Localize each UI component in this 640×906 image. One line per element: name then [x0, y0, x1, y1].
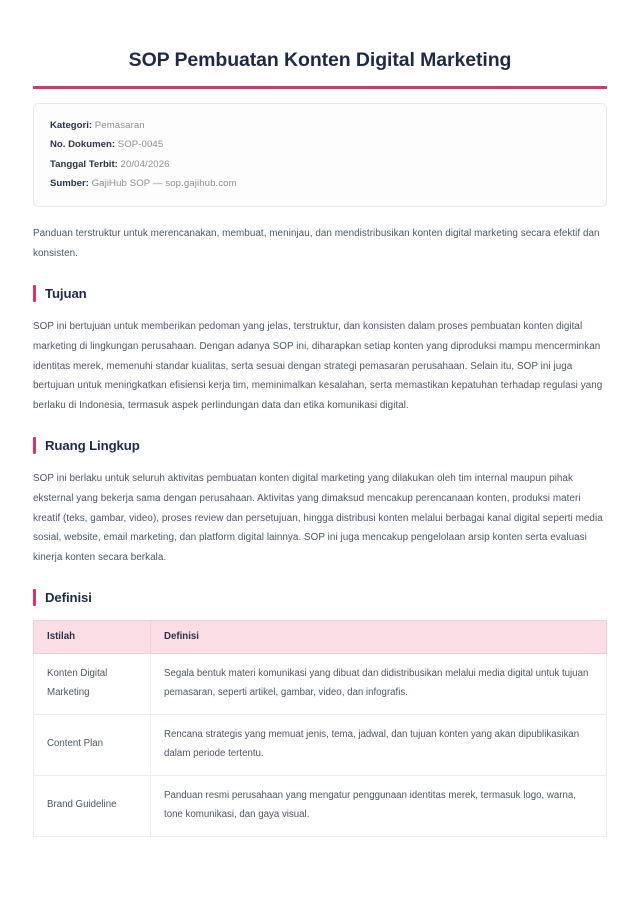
column-header-istilah: Istilah: [34, 621, 151, 654]
meta-row-tanggal-terbit: [50, 155, 590, 174]
meta-value-sumber: GajiHub SOP — sop.gajihub.com: [91, 177, 237, 189]
definisi-table: [33, 620, 607, 836]
cell-istilah: Konten Digital Marketing: [34, 654, 151, 715]
cell-definisi: Rencana strategis yang memuat jenis, tema, jadwal, dan tujuan konten yang akan dipublikasikan dalam periode tertentu.: [151, 714, 607, 775]
section-body-ruang-lingkup: SOP ini berlaku untuk seluruh aktivitas pembuatan konten digital marketing yang dilakukan oleh tim internal maupun pihak eksternal yang bekerja sama dengan perusahaan. Aktivitas yang dimaksud mencakup perencanaan konten, produksi materi kreatif (teks, gambar, video), proses review dan persetujuan, hingga distribusi konten melalui berbagai kanal digital seperti media sosial, website, email marketing, dan platform digital lainnya. SOP ini juga mencakup pengelolaan arsip konten serta evaluasi kinerja konten secara berkala.: [33, 473, 603, 563]
page-title: SOP Pembuatan Konten Digital Marketing: [128, 49, 512, 71]
meta-value-tanggal-terbit: 20/04/2026: [120, 158, 170, 170]
section-heading-ruang-lingkup: [33, 437, 607, 454]
section-title-ruang-lingkup: Ruang Lingkup: [45, 437, 140, 453]
section-heading-tujuan: [33, 285, 607, 302]
section-accent-bar-icon: [33, 437, 36, 454]
section-title-definisi: Definisi: [45, 589, 92, 605]
meta-value-no-dokumen: SOP-0045: [117, 139, 164, 151]
meta-label-sumber: Sumber:: [50, 177, 89, 189]
table-row: [34, 714, 607, 775]
cell-definisi: Panduan resmi perusahaan yang mengatur penggunaan identitas merek, termasuk logo, warna, tone komunikasi, dan gaya visual.: [151, 775, 607, 836]
column-header-definisi: Definisi: [151, 621, 607, 654]
meta-value-kategori: Pemasaran: [94, 120, 145, 132]
meta-row-no-dokumen: [50, 136, 590, 155]
table-header-row: [34, 621, 607, 654]
meta-label-tanggal-terbit: Tanggal Terbit:: [50, 158, 118, 170]
meta-row-sumber: [50, 174, 590, 193]
cell-istilah: Content Plan: [34, 714, 151, 775]
section-accent-bar-icon: [33, 285, 36, 302]
table-row: [34, 775, 607, 836]
section-heading-definisi: [33, 589, 607, 606]
section-body-tujuan: SOP ini bertujuan untuk memberikan pedoman yang jelas, terstruktur, dan konsisten dalam proses pembuatan konten digital marketing di lingkungan perusahaan. Dengan adanya SOP ini, diharapkan setiap konten yang diproduksi mampu mencerminkan identitas merek, memenuhi standar kualitas, serta sesuai dengan strategi pemasaran perusahaan. Selain itu, SOP ini juga bertujuan untuk meningkatkan efisiensi kerja tim, meminimalkan kesalahan, serta memastikan kepatuhan terhadap regulasi yang berlaku di Indonesia, termasuk aspek perlindungan data dan etika komunikasi digital.: [33, 321, 603, 411]
table-row: [34, 654, 607, 715]
cell-definisi: Segala bentuk materi komunikasi yang dibuat dan didistribusikan melalui media digital untuk tujuan pemasaran, seperti artikel, gambar, video, dan infografis.: [151, 654, 607, 715]
cell-istilah: Brand Guideline: [34, 775, 151, 836]
meta-row-kategori: [50, 117, 590, 136]
intro-paragraph: Panduan terstruktur untuk merencanakan, membuat, meninjau, dan mendistribusikan konten digital marketing secara efektif dan konsisten.: [33, 228, 600, 259]
meta-label-kategori: Kategori:: [50, 120, 93, 132]
meta-label-no-dokumen: No. Dokumen:: [50, 139, 116, 151]
document-meta-box: [33, 103, 607, 207]
section-title-tujuan: Tujuan: [45, 285, 87, 301]
section-accent-bar-icon: [33, 589, 36, 606]
title-divider: [33, 86, 607, 89]
